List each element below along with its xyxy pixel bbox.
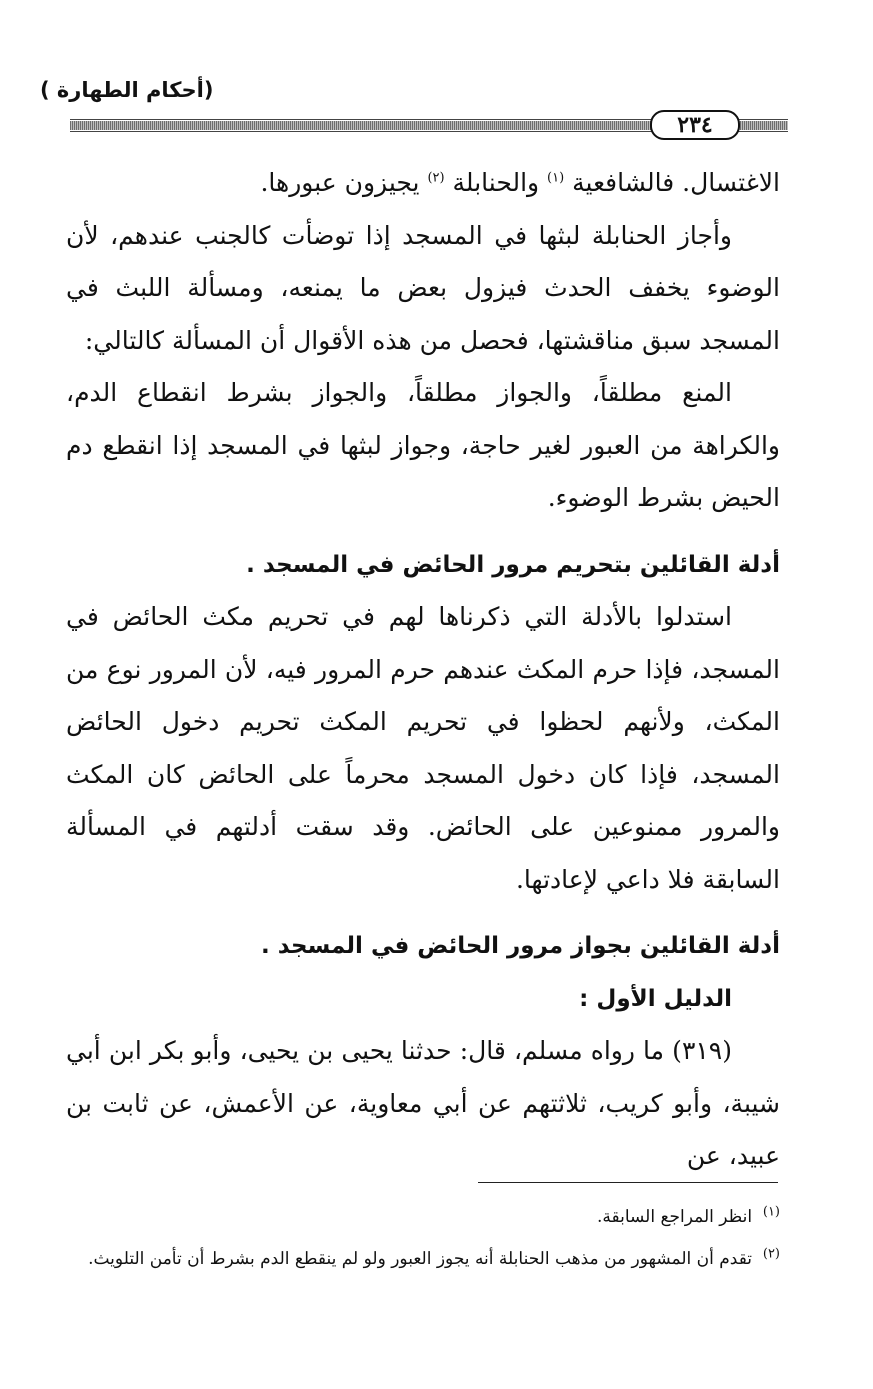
section-heading-3: الدليل الأول : bbox=[579, 985, 732, 1012]
p1-text-a: الاغتسال. فالشافعية bbox=[564, 168, 780, 197]
p1-text-c: يجيزون عبورها. bbox=[260, 168, 428, 197]
footnote-2 bbox=[66, 1238, 780, 1280]
paragraph-2: وأجاز الحنابلة لبثها في المسجد إذا توضأت كالجنب عندهم، لأن الوضوء يخفف الحدث فيزول بعض ما يمنعه، ومسألة اللبث في المسجد سبق مناقشتها، فحصل من هذه الأقوال أن المسألة كالتالي: bbox=[66, 220, 780, 355]
paragraph-1 bbox=[66, 157, 780, 210]
footnote-marker: (١) bbox=[762, 1204, 780, 1220]
footnote-ref-1: (١) bbox=[547, 170, 565, 186]
footnote-marker: (٢) bbox=[762, 1246, 780, 1262]
footnote-ref-2: (٢) bbox=[427, 170, 445, 186]
footnote-text: انظر المراجع السابقة. bbox=[596, 1207, 753, 1227]
paragraph-5: (٣١٩) ما رواه مسلم، قال: حدثنا يحيى بن يحيى، وأبو بكر ابن أبي شيبة، وأبو كريب، ثلاثتهم عن أبي معاوية، عن الأعمش، عن ثابت بن عبيد، عن bbox=[66, 1036, 780, 1170]
paragraph-3: المنع مطلقاً، والجواز مطلقاً، والجواز بشرط انقطاع الدم، والكراهة من العبور لغير حاجة، وجواز لبثها في المسجد إذا انقطع دم الحيض بشرط الوضوء. bbox=[66, 378, 780, 512]
footnote-1 bbox=[66, 1196, 780, 1238]
footnotes bbox=[66, 1196, 780, 1280]
footnote-separator bbox=[478, 1182, 778, 1183]
paragraph-4: استدلوا بالأدلة التي ذكرناها لهم في تحريم مكث الحائض في المسجد، فإذا حرم المكث عندهم حرم المرور فيه، لأن المرور نوع من المكث، ولأنهم لحظوا في تحريم المكث تحريم دخول الحائض المسجد، فإذا كان دخول المسجد محرماً على الحائض كان المكث والمرور ممنوعين على الحائض. وقد سقت أدلتهم في المسألة السابقة فلا داعي لإعادتها. bbox=[66, 602, 780, 894]
page-number: ٢٣٤ bbox=[650, 110, 740, 140]
main-text bbox=[66, 157, 780, 1183]
p1-text-b: والحنابلة bbox=[444, 168, 548, 197]
section-heading-2: أدلة القائلين بجواز مرور الحائض في المسجد . bbox=[260, 933, 780, 959]
section-heading-1: أدلة القائلين بتحريم مرور الحائض في المسجد . bbox=[246, 551, 780, 578]
book-title: (أحكام الطهارة ) bbox=[40, 78, 214, 102]
footnote-text: تقدم أن المشهور من مذهب الحنابلة أنه يجوز العبور ولو لم ينقطع الدم بشرط أن تأمن التلويث. bbox=[88, 1249, 753, 1269]
